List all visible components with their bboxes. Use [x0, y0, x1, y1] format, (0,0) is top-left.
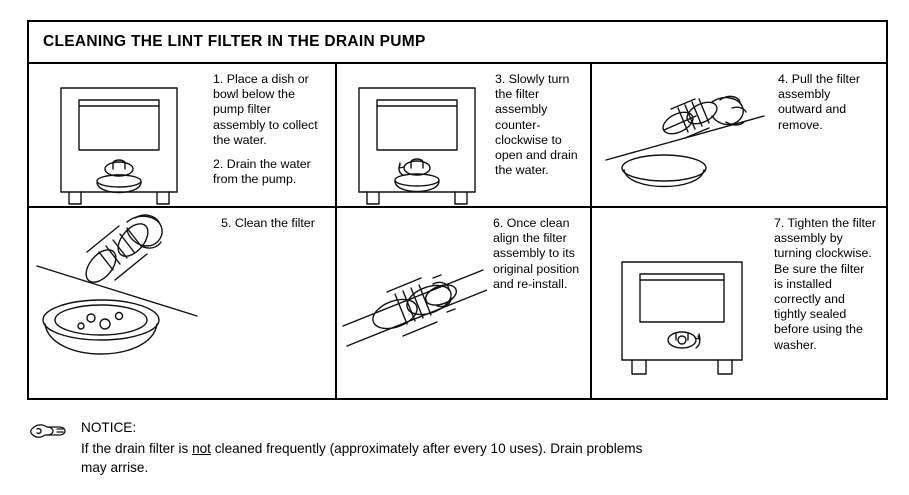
notice-line-1-underlined: not — [192, 441, 211, 456]
step-6-text-wrap — [487, 208, 590, 400]
notice-block — [27, 418, 888, 477]
notice-line-2: may arrise. — [81, 460, 149, 475]
notice-line-1-b: cleaned frequently (approximately after every 10 uses). Drain problems — [210, 441, 643, 456]
notice-line-1-a: If the drain filter is — [81, 441, 193, 456]
step-cell-6 — [337, 208, 592, 400]
steps-grid — [29, 64, 886, 400]
step-7-text-wrap — [768, 208, 886, 400]
step-4-text: 4. Pull the filter assembly outward and remove. — [778, 72, 860, 132]
step-3-text-wrap — [489, 64, 590, 206]
instruction-panel — [27, 20, 888, 400]
figure-washer-front-filter-turn — [337, 64, 489, 206]
step-cell-3 — [337, 64, 592, 206]
figure-washer-front-filter-tighten — [592, 208, 768, 400]
step-7-text: 7. Tighten the filter assembly by turning clockwise. Be sure the filter is installed correctly and tightly sealed before using the washer. — [774, 216, 876, 352]
steps-row-top — [29, 64, 886, 208]
step-cell-1 — [29, 64, 337, 206]
figure-washer-front-with-bowl — [29, 64, 207, 206]
figure-hand-cleaning-filter-in-basin — [29, 208, 205, 400]
figure-filter-aligned-for-reinstall — [337, 208, 487, 400]
step-2-text: 2. Drain the water from the pump. — [213, 157, 311, 187]
step-cell-7 — [592, 208, 886, 400]
step-6-text: 6. Once clean align the filter assembly to its original position and re-install. — [493, 216, 580, 291]
step-5-text: 5. Clean the filter — [221, 216, 315, 230]
steps-row-bottom — [29, 208, 886, 400]
page-title: CLEANING THE LINT FILTER IN THE DRAIN PUMP — [43, 33, 426, 50]
step-5-text-wrap — [205, 208, 335, 400]
step-cell-5 — [29, 208, 337, 400]
step-3-text: 3. Slowly turn the filter assembly counter-clockwise to open and drain the water. — [495, 72, 578, 178]
figure-hand-pulling-filter-over-bowl — [592, 64, 772, 206]
notice-label: NOTICE: — [81, 420, 137, 435]
step-4-text-wrap — [772, 64, 886, 206]
notice-text — [81, 439, 888, 477]
step-cell-4 — [592, 64, 886, 206]
pointing-hand-icon — [27, 418, 81, 444]
notice-body — [81, 418, 888, 477]
step-1-2-text — [207, 64, 335, 206]
step-1-text: 1. Place a dish or bowl below the pump filter assembly to collect the water. — [213, 72, 318, 147]
panel-header — [29, 22, 886, 64]
